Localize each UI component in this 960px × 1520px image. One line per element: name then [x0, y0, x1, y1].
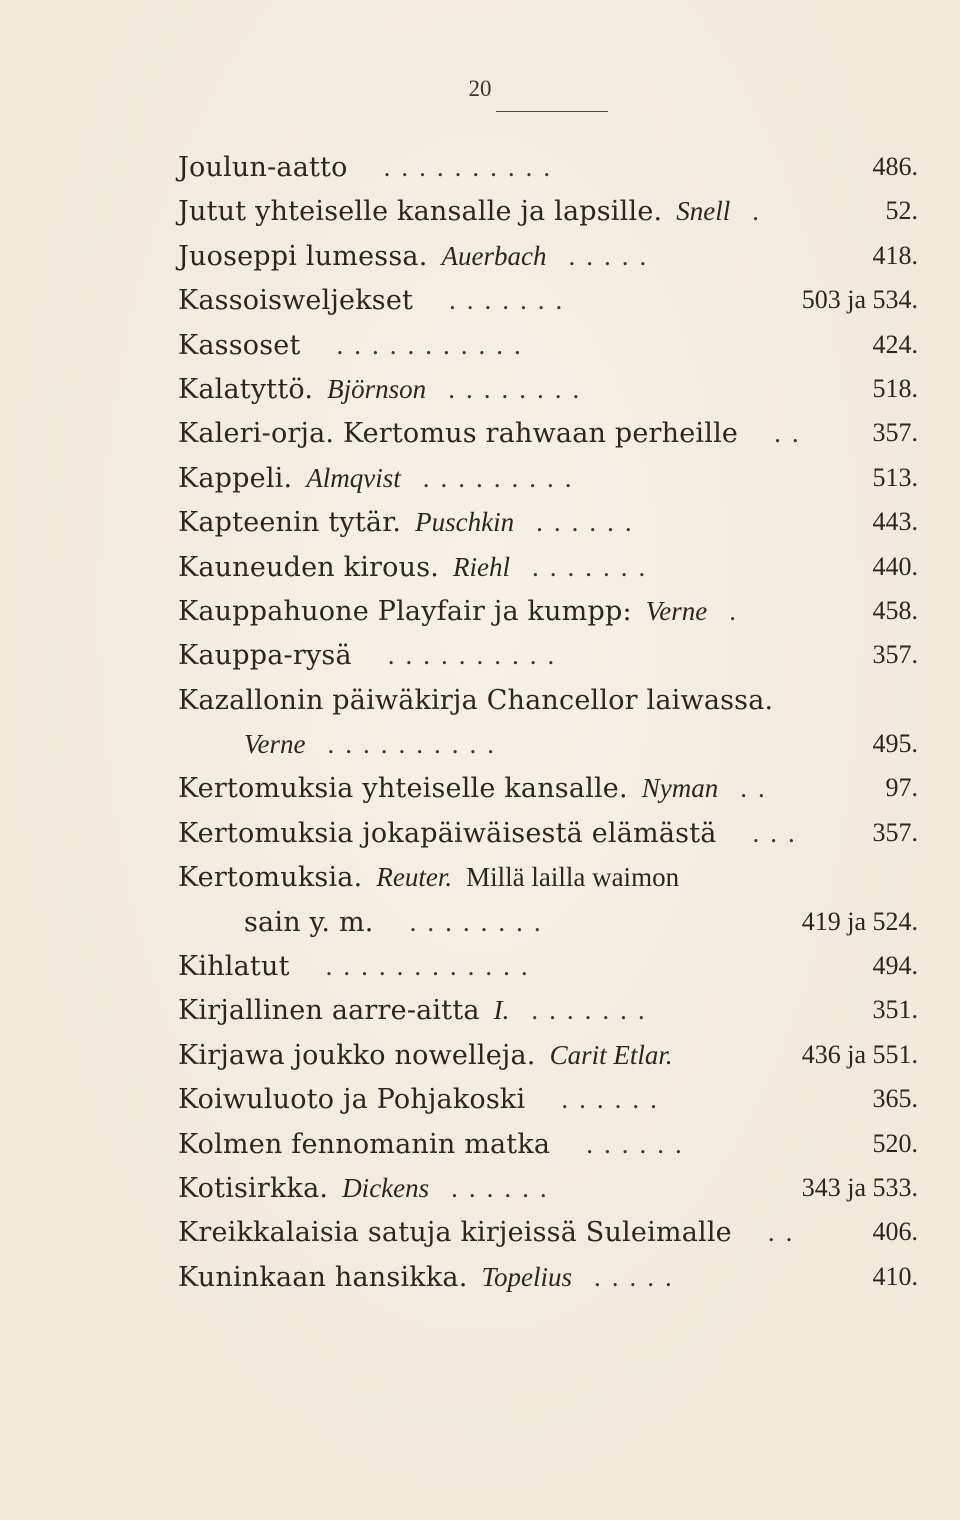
index-entry — [178, 323, 918, 367]
entry-leader-dots: ....... — [532, 551, 657, 582]
entry-author: Carit Etlar. — [549, 1039, 673, 1070]
entry-title: Kappeli. — [178, 462, 293, 494]
index-entry — [178, 278, 918, 322]
entry-page-number: 494. — [872, 951, 918, 981]
index-entry — [178, 633, 918, 677]
entry-page-number: 351. — [872, 995, 918, 1025]
entry-author: Björnson — [327, 373, 427, 404]
entry-author: Reuter. — [376, 862, 453, 893]
entry-author: Nyman — [641, 773, 719, 804]
entry-title: Kertomuksia jokapäiwäisestä elämästä — [178, 817, 717, 849]
entry-title: Kertomuksia. — [178, 862, 363, 894]
index-entry — [178, 500, 918, 544]
entry-title: Kirjallinen aarre-aitta — [178, 995, 480, 1027]
entry-title: Joulun-aatto — [178, 152, 348, 183]
index-entry — [178, 811, 918, 855]
entry-leader-dots: ...... — [451, 1172, 558, 1203]
entry-page-number: 52. — [885, 196, 918, 226]
index-entry — [178, 545, 918, 589]
entry-page-number: 436 ja 551. — [801, 1039, 918, 1069]
index-entry — [178, 234, 918, 278]
entry-page-number: 520. — [872, 1128, 918, 1158]
entry-leader-dots: ............ — [325, 951, 539, 982]
entry-leader-dots: .. — [767, 1217, 804, 1248]
entry-leader-dots: ..... — [568, 240, 658, 271]
entry-page-number: 357. — [872, 817, 918, 847]
entry-page-number: 518. — [872, 373, 918, 403]
entry-title: Kassoisweljekset — [178, 285, 414, 317]
index-entry — [178, 988, 918, 1032]
entry-title: Kapteenin tytär. — [178, 507, 402, 539]
index-entry — [178, 678, 918, 722]
index-entry — [178, 1255, 918, 1299]
entry-leader-dots: ........ — [409, 906, 552, 937]
entry-author: I. — [493, 995, 510, 1026]
index-entry — [178, 189, 918, 233]
entry-title: Kazallonin päiwäkirja Chancellor laiwassa. — [178, 684, 774, 716]
entry-page-number: 357. — [872, 418, 918, 448]
entry-page-number: 410. — [872, 1261, 918, 1291]
entry-leader-dots: . — [752, 196, 771, 227]
entry-leader-dots: .. — [740, 773, 776, 804]
index-entry — [178, 456, 918, 500]
entry-author: Almqvist — [306, 462, 401, 493]
entry-title: Kirjawa joukko nowelleja. — [178, 1039, 536, 1071]
entry-leader-dots: .......... — [327, 729, 505, 760]
entry-leader-dots: ...... — [586, 1128, 693, 1159]
entry-title: Kauppa-rysä — [178, 640, 352, 672]
index-entry — [244, 722, 918, 766]
index-entry — [178, 855, 918, 899]
entry-title: Jutut yhteiselle kansalle ja lapsille. — [178, 196, 663, 228]
entry-title: Kuninkaan hansikka. — [178, 1261, 468, 1293]
entry-title: Kaleri-orja. Kertomus rahwaan perheille — [178, 418, 739, 450]
index-entry — [178, 1210, 918, 1254]
entry-leader-dots: ........ — [448, 373, 591, 404]
entry-leader-dots: ...... — [561, 1084, 668, 1115]
entry-leader-dots: ...... — [536, 507, 643, 538]
entry-title: Kalatyttö. — [178, 373, 314, 405]
entry-page-number: 503 ja 534. — [801, 285, 918, 315]
entry-title: Kassoset — [178, 329, 301, 361]
entry-page-number: 440. — [872, 551, 918, 581]
entry-leader-dots: ... — [752, 817, 806, 848]
entry-title: Juoseppi lumessa. — [178, 240, 428, 272]
index-entry — [178, 367, 918, 411]
index-entry — [244, 900, 918, 944]
entry-author: Topelius — [481, 1261, 573, 1292]
entry-author: Verne — [244, 729, 306, 760]
entry-page-number: 343 ja 533. — [801, 1172, 918, 1202]
entry-leader-dots: ........... — [336, 329, 532, 360]
entry-leader-dots: ..... — [594, 1261, 683, 1292]
entry-leader-dots: .. — [774, 418, 810, 449]
index-entry — [178, 589, 918, 633]
entry-title: Kotisirkka. — [178, 1172, 329, 1204]
entry-page-number: 458. — [872, 595, 918, 625]
entry-leader-dots: .......... — [383, 152, 562, 182]
entry-page-number: 424. — [872, 329, 918, 359]
entry-author: Verne — [645, 595, 708, 626]
index-entry — [178, 1166, 918, 1210]
entry-page-number: 357. — [872, 640, 918, 670]
entry-page-number: 443. — [872, 507, 918, 537]
entry-title: Kihlatut — [178, 951, 290, 983]
entry-author: Dickens — [342, 1172, 430, 1203]
index-entry — [178, 766, 918, 810]
index-list — [0, 145, 960, 1299]
entry-author: Puschkin — [415, 507, 515, 538]
entry-page-number: 513. — [872, 462, 918, 492]
entry-leader-dots: .......... — [387, 640, 566, 671]
entry-page-number: 495. — [872, 729, 918, 759]
entry-title: Kolmen fennomanin matka — [178, 1128, 551, 1160]
entry-title: Kreikkalaisia satuja kirjeissä Suleimalle — [178, 1217, 732, 1249]
entry-page-number: 418. — [872, 240, 918, 270]
header-rule — [496, 111, 608, 112]
entry-title: sain y. m. — [244, 906, 374, 938]
entry-author: Snell — [676, 196, 731, 227]
entry-leader-dots: ......... — [422, 462, 583, 493]
entry-extra: Millä lailla waimon — [466, 862, 680, 893]
entry-title: Kauppahuone Playfair ja kumpp: — [178, 595, 632, 627]
index-entry — [178, 1122, 918, 1166]
index-entry — [178, 1077, 918, 1121]
index-entry — [178, 145, 918, 189]
entry-title: Koiwuluoto ja Pohjakoski — [178, 1084, 526, 1116]
index-entry — [178, 411, 918, 455]
entry-page-number: 486. — [872, 152, 918, 181]
index-entry — [178, 1033, 918, 1077]
entry-page-number: 419 ja 524. — [801, 906, 918, 936]
index-entry — [178, 944, 918, 988]
entry-leader-dots: . — [729, 595, 747, 626]
entry-title: Kertomuksia yhteiselle kansalle. — [178, 773, 628, 805]
entry-leader-dots: ....... — [531, 995, 656, 1026]
entry-author: Auerbach — [441, 240, 547, 271]
entry-page-number: 365. — [872, 1084, 918, 1114]
entry-leader-dots: ....... — [449, 285, 574, 316]
entry-title: Kauneuden kirous. — [178, 551, 440, 583]
entry-page-number: 406. — [872, 1217, 918, 1247]
entry-author: Riehl — [453, 551, 511, 582]
page-number: 20 — [468, 76, 492, 101]
entry-page-number: 97. — [885, 773, 918, 803]
